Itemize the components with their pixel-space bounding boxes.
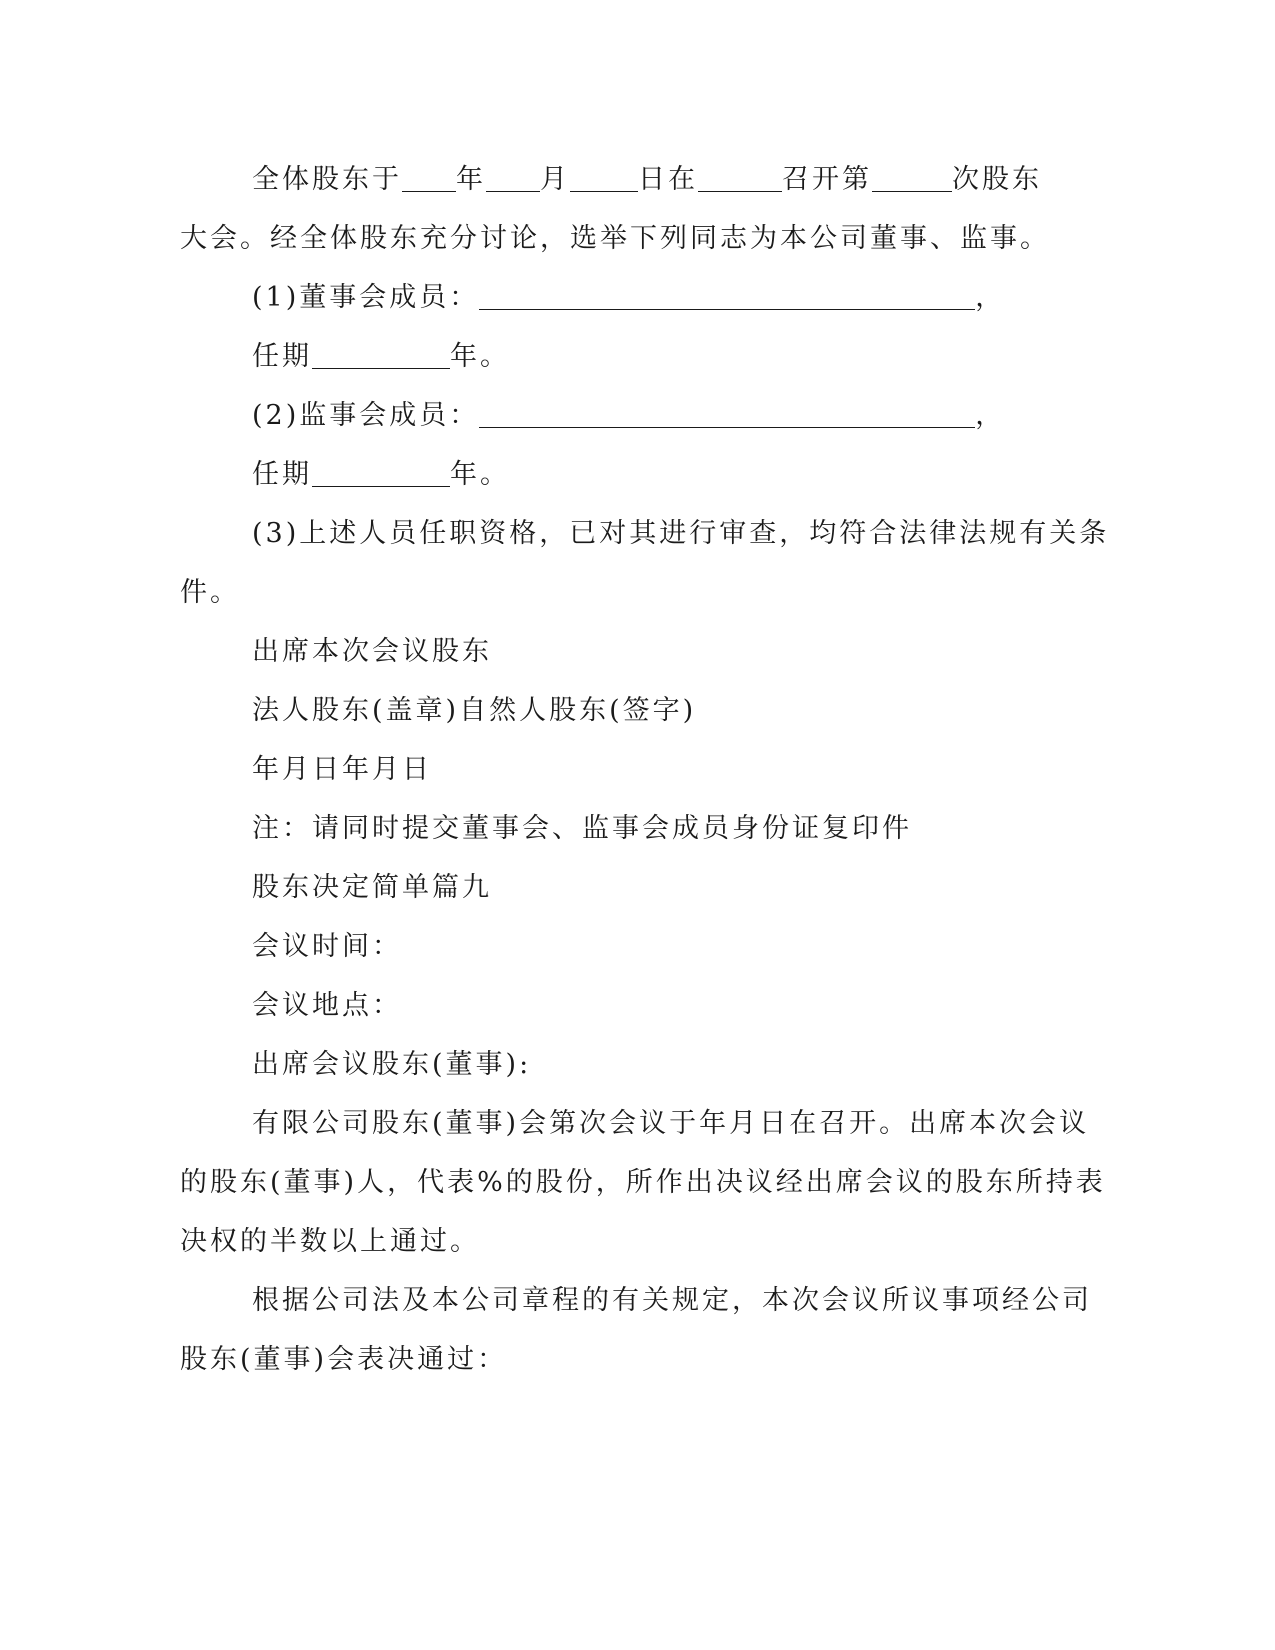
term-label: 任期 (252, 341, 312, 372)
text-segment: 召开第 (782, 164, 872, 195)
supervisors-term-line (252, 455, 510, 495)
board-members-blank (479, 281, 975, 310)
session-blank (872, 163, 952, 192)
meeting-place: 会议地点： (252, 990, 402, 1021)
text-segment: ， (975, 400, 1006, 431)
signature-dates: 年月日年月日 (252, 754, 432, 785)
paragraph-line: 的股东(董事)人，代表%的股份，所作出决议经出席会议的股东所持表 (180, 1167, 1106, 1198)
text-segment: 年 (456, 164, 486, 195)
term-label: 任期 (252, 459, 312, 490)
board-members-line (252, 278, 1005, 318)
text-segment: ， (975, 282, 1006, 313)
board-term-line (252, 337, 510, 377)
supervisors-label: (2)监事会成员： (252, 400, 480, 431)
board-members-label: (1)董事会成员： (252, 282, 480, 313)
place-blank (698, 163, 782, 192)
text-segment: 次股东 (952, 164, 1042, 195)
attending-directors: 出席会议股东(董事): (252, 1049, 532, 1080)
text-segment: 全体股东于 (252, 164, 402, 195)
supervisors-line (252, 396, 1005, 436)
paragraph-line: 决权的半数以上通过。 (180, 1226, 480, 1257)
qualification-line: 件。 (180, 577, 240, 608)
meeting-date-line (252, 160, 1042, 200)
year-blank (402, 163, 456, 192)
paragraph-line: 大会。经全体股东充分讨论，选举下列同志为本公司董事、监事。 (180, 223, 1050, 254)
meeting-time: 会议时间： (252, 931, 402, 962)
paragraph-line: 有限公司股东(董事)会第次会议于年月日在召开。出席本次会议 (252, 1108, 1090, 1139)
signature-labels: 法人股东(盖章)自然人股东(签字) (252, 695, 697, 726)
section-title: 股东决定简单篇九 (252, 872, 492, 903)
text-segment: 年。 (450, 459, 510, 490)
paragraph-line: 根据公司法及本公司章程的有关规定，本次会议所议事项经公司 (252, 1285, 1092, 1316)
paragraph-line: 股东(董事)会表决通过： (180, 1344, 508, 1375)
text-segment: 年。 (450, 341, 510, 372)
note: 注：请同时提交董事会、监事会成员身份证复印件 (252, 813, 912, 844)
supervisors-blank (479, 399, 975, 428)
attending-shareholders: 出席本次会议股东 (252, 636, 492, 667)
text-segment: 月 (540, 164, 570, 195)
month-blank (486, 163, 540, 192)
supervisors-term-blank (312, 458, 450, 487)
qualification-line: (3)上述人员任职资格，已对其进行审查，均符合法律法规有关条 (252, 518, 1110, 549)
text-segment: 日在 (638, 164, 698, 195)
board-term-blank (312, 340, 450, 369)
day-blank (570, 163, 638, 192)
